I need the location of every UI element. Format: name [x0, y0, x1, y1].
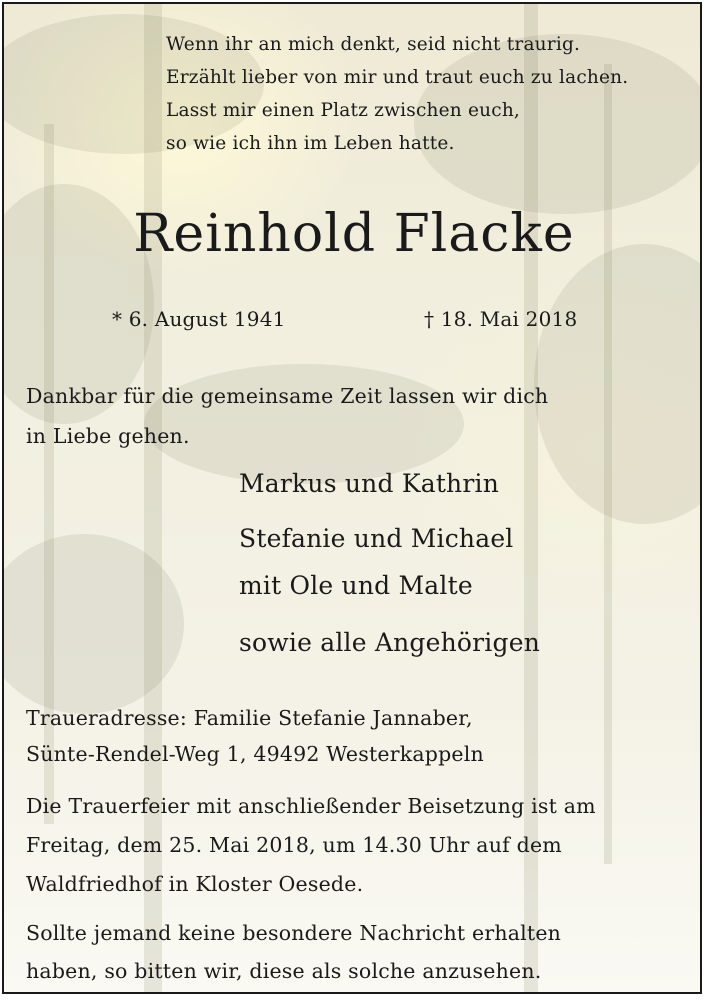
deceased-name: Reinhold Flacke — [133, 204, 575, 264]
address-line: Traueradresse: Familie Stefanie Jannaber, — [26, 706, 473, 730]
notice-line: haben, so bitten wir, diese als solche anzusehen. — [26, 959, 542, 983]
poem-line: Wenn ihr an mich denkt, seid nicht traurig. — [166, 34, 581, 55]
notice-line: Sollte jemand keine besondere Nachricht erhalten — [26, 921, 562, 945]
address-line: Sünte-Rendel-Weg 1, 49492 Westerkappeln — [26, 742, 484, 766]
death-date: † 18. Mai 2018 — [424, 307, 578, 331]
mourner-line: Stefanie und Michael — [239, 524, 514, 553]
mourner-line: Markus und Kathrin — [239, 469, 500, 498]
mourner-line: sowie alle Angehörigen — [239, 628, 541, 657]
ceremony-line: Freitag, dem 25. Mai 2018, um 14.30 Uhr auf dem — [26, 833, 562, 857]
mourner-line: mit Ole und Malte — [239, 571, 473, 600]
farewell-line: in Liebe gehen. — [26, 424, 190, 448]
ceremony-line: Die Trauerfeier mit anschließender Beisetzung ist am — [26, 794, 596, 818]
ceremony-line: Waldfriedhof in Kloster Oesede. — [26, 872, 364, 896]
farewell-line: Dankbar für die gemeinsame Zeit lassen wir dich — [26, 384, 549, 408]
poem-line: Lasst mir einen Platz zwischen euch, — [166, 100, 521, 121]
birth-date: * 6. August 1941 — [112, 307, 286, 331]
poem-line: Erzählt lieber von mir und traut euch zu lachen. — [166, 67, 629, 88]
poem-line: so wie ich ihn im Leben hatte. — [166, 133, 455, 154]
obituary-notice — [2, 2, 702, 994]
